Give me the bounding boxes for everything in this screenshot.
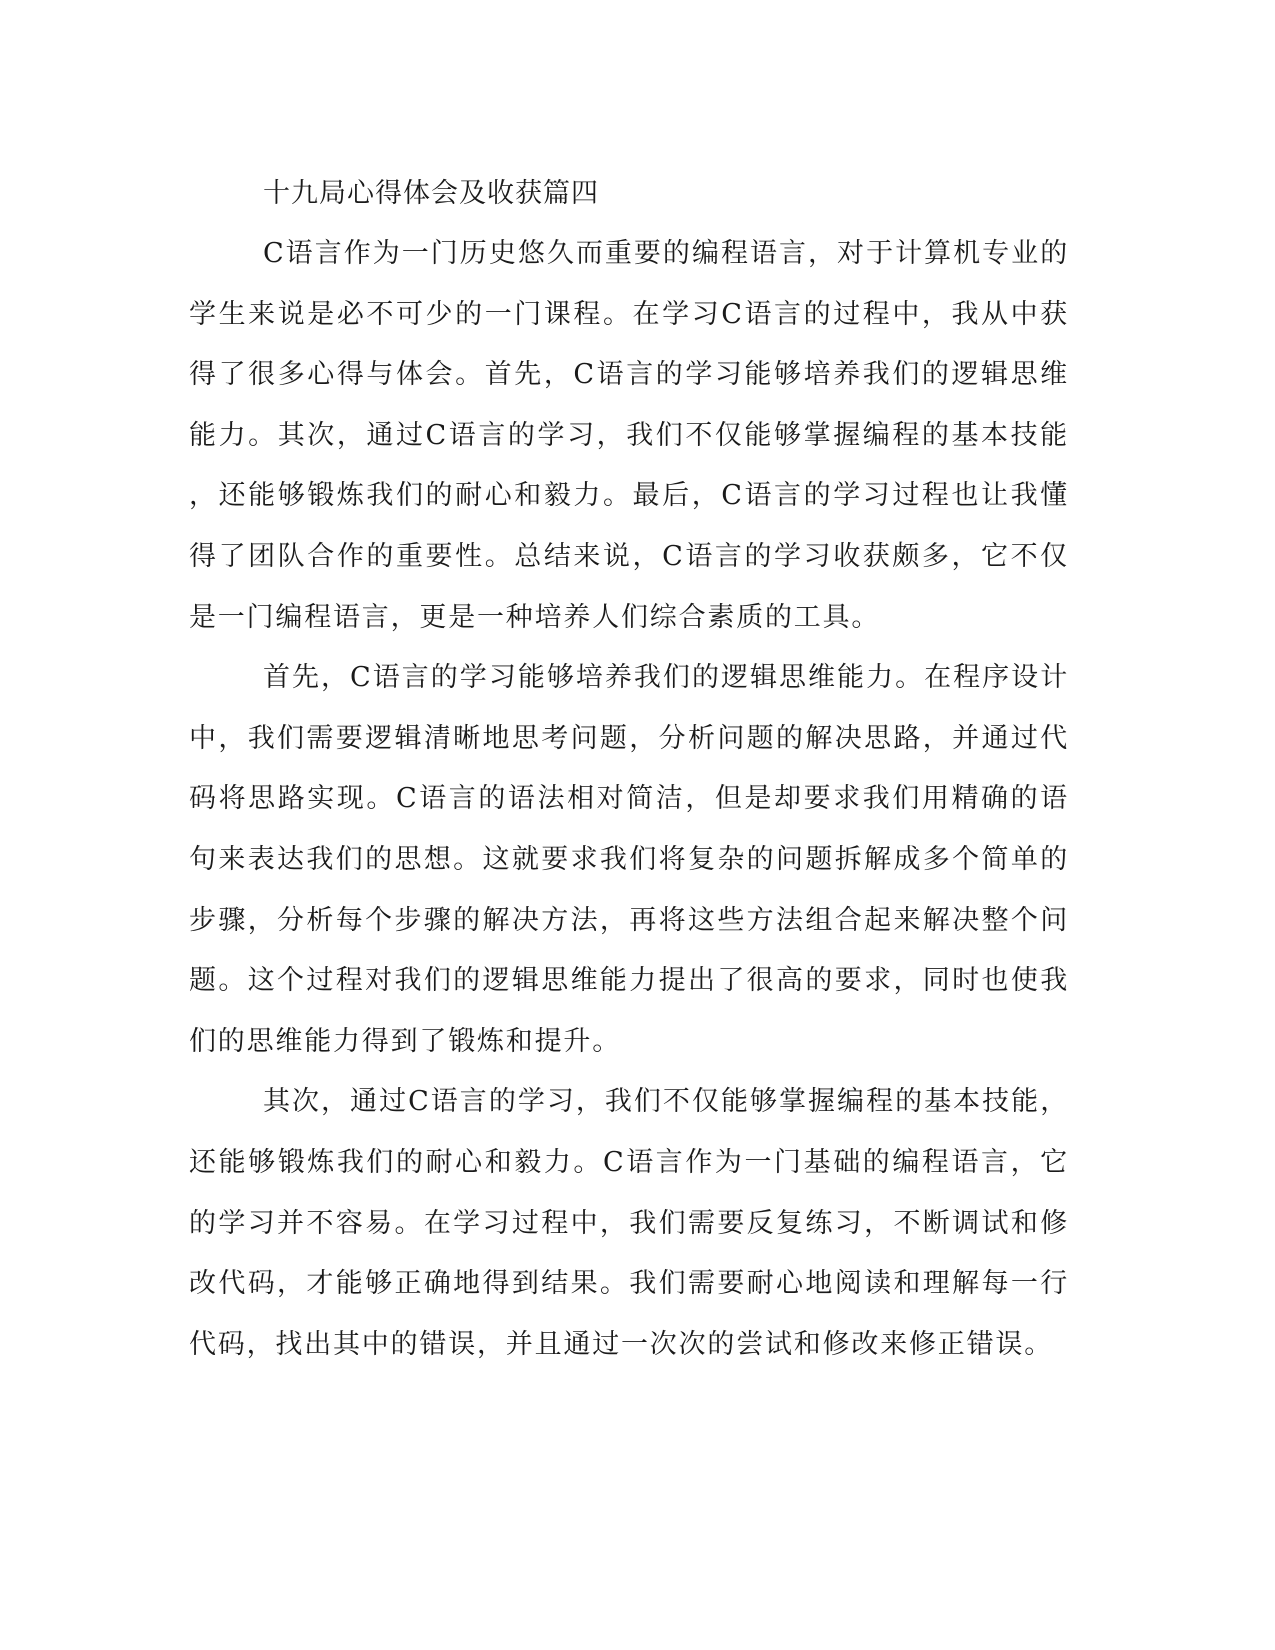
paragraph-logic: 首先，C语言的学习能够培养我们的逻辑思维能力。在程序设计中，我们需要逻辑清晰地思考问题，分析问题的解决思路，并通过代码将思路实现。C语言的语法相对简洁，但是却要求我们用精确的语句来表达我们的思想。这就要求我们将复杂的问题拆解成多个简单的步骤，分析每个步骤的解决方法，再将这些方法组合起来解决整个问题。这个过程对我们的逻辑思维能力提出了很高的要求，同时也使我们的思维能力得到了锻炼和提升。 [189,662,1069,1057]
document-body [189,164,1069,1375]
paragraph-intro: C语言作为一门历史悠久而重要的编程语言，对于计算机专业的学生来说是必不可少的一门课程。在学习C语言的过程中，我从中获得了很多心得与体会。首先，C语言的学习能够培养我们的逻辑思维能力。其次，通过C语言的学习，我们不仅能够掌握编程的基本技能，还能够锻炼我们的耐心和毅力。最后，C语言的学习过程也让我懂得了团队合作的重要性。总结来说，C语言的学习收获颇多，它不仅是一门编程语言，更是一种培养人们综合素质的工具。 [189,238,1069,633]
paragraph-patience: 其次，通过C语言的学习，我们不仅能够掌握编程的基本技能，还能够锻炼我们的耐心和毅力。C语言作为一门基础的编程语言，它的学习并不容易。在学习过程中，我们需要反复练习，不断调试和修改代码，才能够正确地得到结果。我们需要耐心地阅读和理解每一行代码，找出其中的错误，并且通过一次次的尝试和修改来修正错误。 [189,1086,1069,1360]
document-title: 十九局心得体会及收获篇四 [263,178,599,209]
